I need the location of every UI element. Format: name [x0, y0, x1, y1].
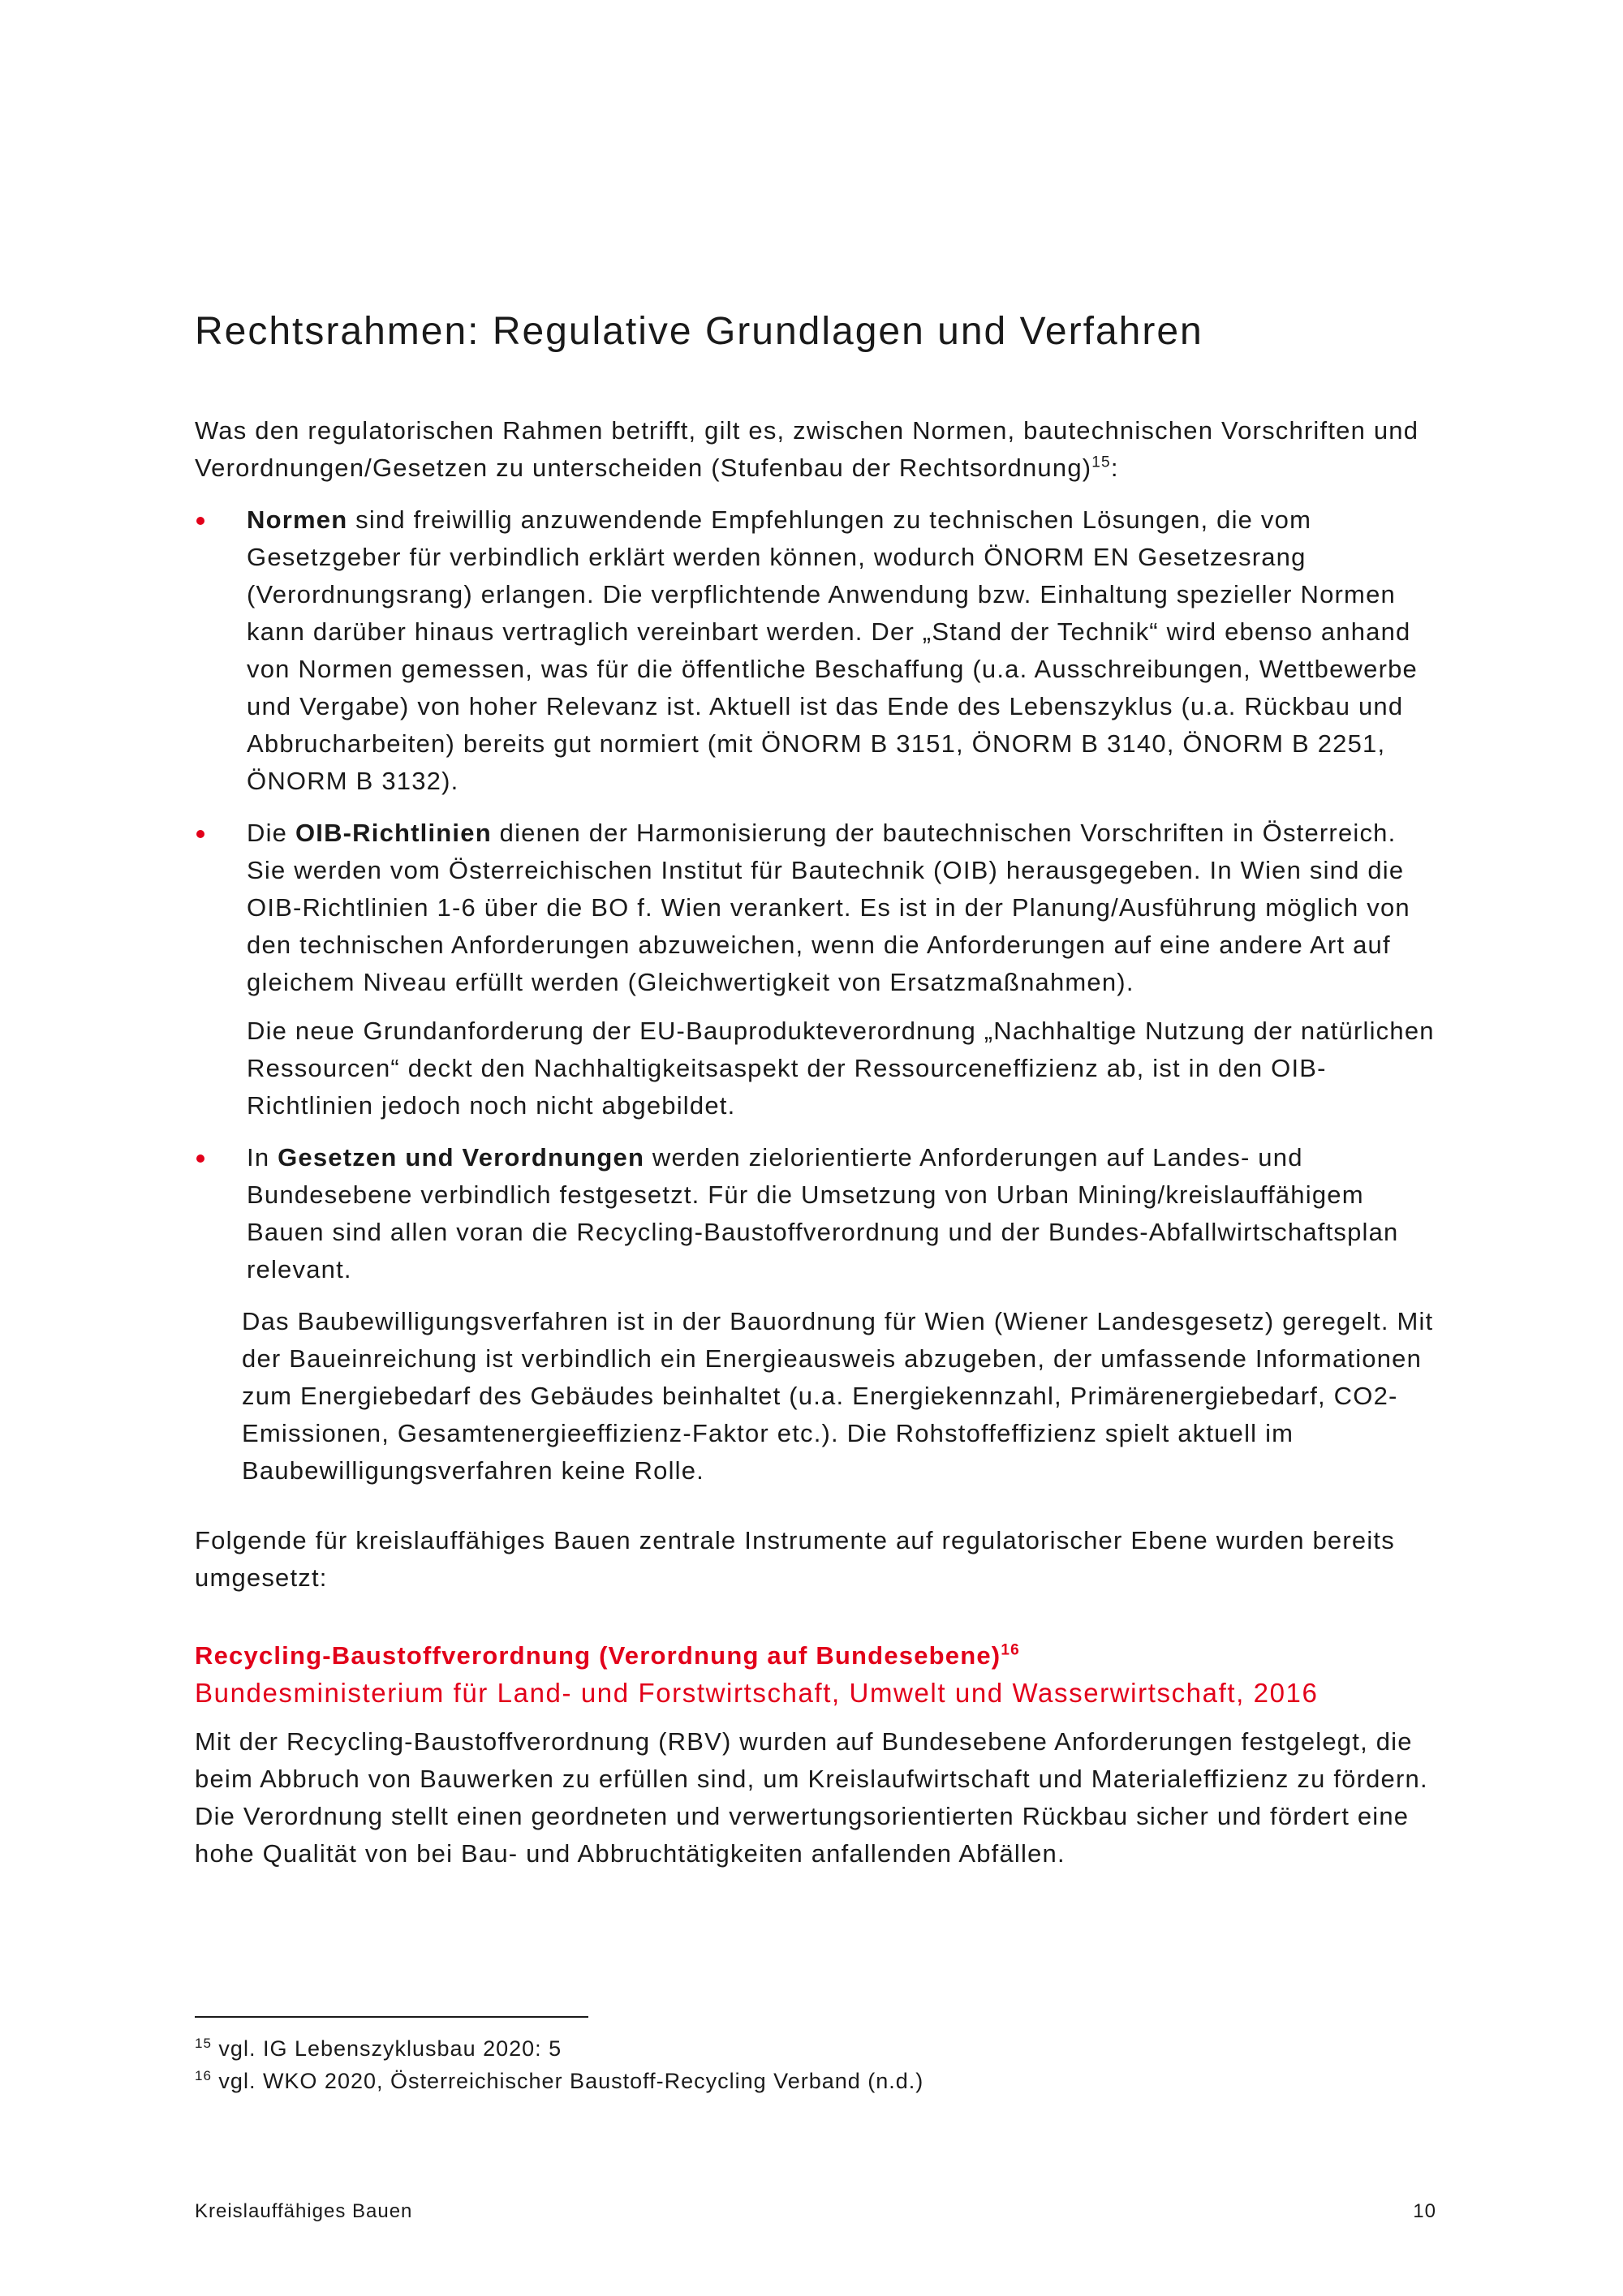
footer-label: Kreislauffähiges Bauen [195, 2200, 413, 2222]
spacer [195, 1490, 1436, 1522]
term-oib: OIB-Richtlinien [295, 818, 492, 847]
footnote-text: vgl. IG Lebenszyklusbau 2020: 5 [211, 2036, 562, 2061]
regulatory-list [195, 501, 1436, 1288]
page-content [195, 308, 1436, 1872]
folgende-paragraph: Folgende für kreislauffähiges Bauen zentrale Instrumente auf regulatorischer Ebene wurden bereits umgesetzt: [195, 1525, 1395, 1592]
page-footer [195, 2200, 1436, 2223]
footnote-number: 15 [195, 2036, 212, 2051]
footnote-number: 16 [195, 2068, 212, 2083]
intro-paragraph [195, 412, 1436, 487]
term-gesetze: Gesetzen und Verordnungen [278, 1142, 645, 1172]
footnote-ref-16[interactable]: 16 [1001, 1641, 1020, 1659]
list-item-gesetze [195, 1139, 1436, 1288]
oib-text: dienen der Harmonisierung der bautechnischen Vorschriften in Österreich. Sie werden vom Österreichischen Institut für Bautechnik (OIB) herausgegeben. In Wien sind die OIB-Richtlinien 1-6 über die BO f. Wien verankert. Es ist in der Planung/Ausführung möglich von den technischen Anforderungen abzuweichen, wenn die Anforderungen auf eine andere Art auf gleichem Niveau erfüllt werden (Gleichwertigkeit von Ersatzmaßnahmen). [247, 818, 1410, 996]
oib-extra-paragraph: Die neue Grundanforderung der EU-Bauprodukteverordnung „Nachhaltige Nutzung der natürlichen Ressourcen“ deckt den Nachhaltigkeitsaspekt der Ressourceneffizienz ab, ist in den OIB-Richtlinien jedoch noch nicht abgebildet. [247, 1016, 1435, 1120]
intro-end: : [1110, 453, 1119, 482]
page-title: Rechtsrahmen: Regulative Grundlagen und Verfahren [195, 310, 1203, 353]
rbv-subheading: Bundesministerium für Land- und Forstwirtschaft, Umwelt und Wasserwirtschaft, 2016 [195, 1677, 1319, 1708]
page-number: 10 [1413, 2200, 1436, 2222]
footnote-15 [195, 2032, 1412, 2065]
gesetze-text: werden zielorientierte Anforderungen auf Landes- und Bundesebene verbindlich festgesetzt. Für die Umsetzung von Urban Mining/kreislauffähigem Bauen sind allen voran die Recycling-Baustoffverordnung und der Bundes-Abfallwirtschaftsplan relevant. [247, 1142, 1399, 1283]
gesetze-prefix: In [247, 1142, 278, 1172]
footnotes [195, 2032, 1412, 2097]
rbv-heading [195, 1637, 1436, 1675]
baubewilligung-paragraph: Das Baubewilligungsverfahren ist in der Bauordnung für Wien (Wiener Landesgesetz) geregelt. Mit der Baueinreichung ist verbindlich ein Energieausweis abzugeben, der umfassende Informationen zum Energiebedarf des Gebäudes beinhaltet (u.a. Energiekennzahl, Primärenergiebedarf, CO2-Emissionen, Gesamtenergieeffizienz-Faktor etc.). Die Rohstoffeffizienz spielt aktuell im Baubewilligungsverfahren keine Rolle. [242, 1306, 1434, 1485]
footnote-16 [195, 2065, 1412, 2097]
normen-text: sind freiwillig anzuwendende Empfehlungen zu technischen Lösungen, die vom Gesetzgeber für verbindlich erklärt werden können, wodurch ÖNORM EN Gesetzesrang (Verordnungsrang) erlangen. Die verpflichtende Anwendung bzw. Einhaltung spezieller Normen kann darüber hinaus vertraglich vereinbart werden. Der „Stand der Technik“ wird ebenso anhand von Normen gemessen, was für die öffentliche Beschaffung (u.a. Ausschreibungen, Wettbewerbe und Vergabe) von hoher Relevanz ist. Aktuell ist das Ende des Lebenszyklus (u.a. Rückbau und Abbrucharbeiten) bereits gut normiert (mit ÖNORM B 3151, ÖNORM B 3140, ÖNORM B 2251, ÖNORM B 3132). [247, 505, 1418, 795]
footnote-text: vgl. WKO 2020, Österreichischer Baustoff-Recycling Verband (n.d.) [211, 2069, 924, 2093]
list-item-normen [195, 501, 1436, 800]
intro-text: Was den regulatorischen Rahmen betrifft, gilt es, zwischen Normen, bautechnischen Vorschriften und Verordnungen/Gesetzen zu unterscheiden (Stufenbau der Rechtsordnung) [195, 415, 1419, 482]
term-normen: Normen [247, 505, 348, 534]
footnote-ref-15[interactable]: 15 [1091, 454, 1111, 471]
footnote-divider [195, 2016, 588, 2018]
oib-prefix: Die [247, 818, 295, 847]
rbv-paragraph: Mit der Recycling-Baustoffverordnung (RBV) wurden auf Bundesebene Anforderungen festgelegt, die beim Abbruch von Bauwerken zu erfüllen sind, um Kreislaufwirtschaft und Materialeffizienz zu fördern. Die Verordnung stellt einen geordneten und verwertungsorientierten Rückbau sicher und fördert eine hohe Qualität von bei Bau- und Abbruchtätigkeiten anfallenden Abfällen. [195, 1726, 1428, 1868]
rbv-heading-text: Recycling-Baustoffverordnung (Verordnung auf Bundesebene) [195, 1640, 1001, 1670]
list-item-oib [195, 815, 1436, 1124]
